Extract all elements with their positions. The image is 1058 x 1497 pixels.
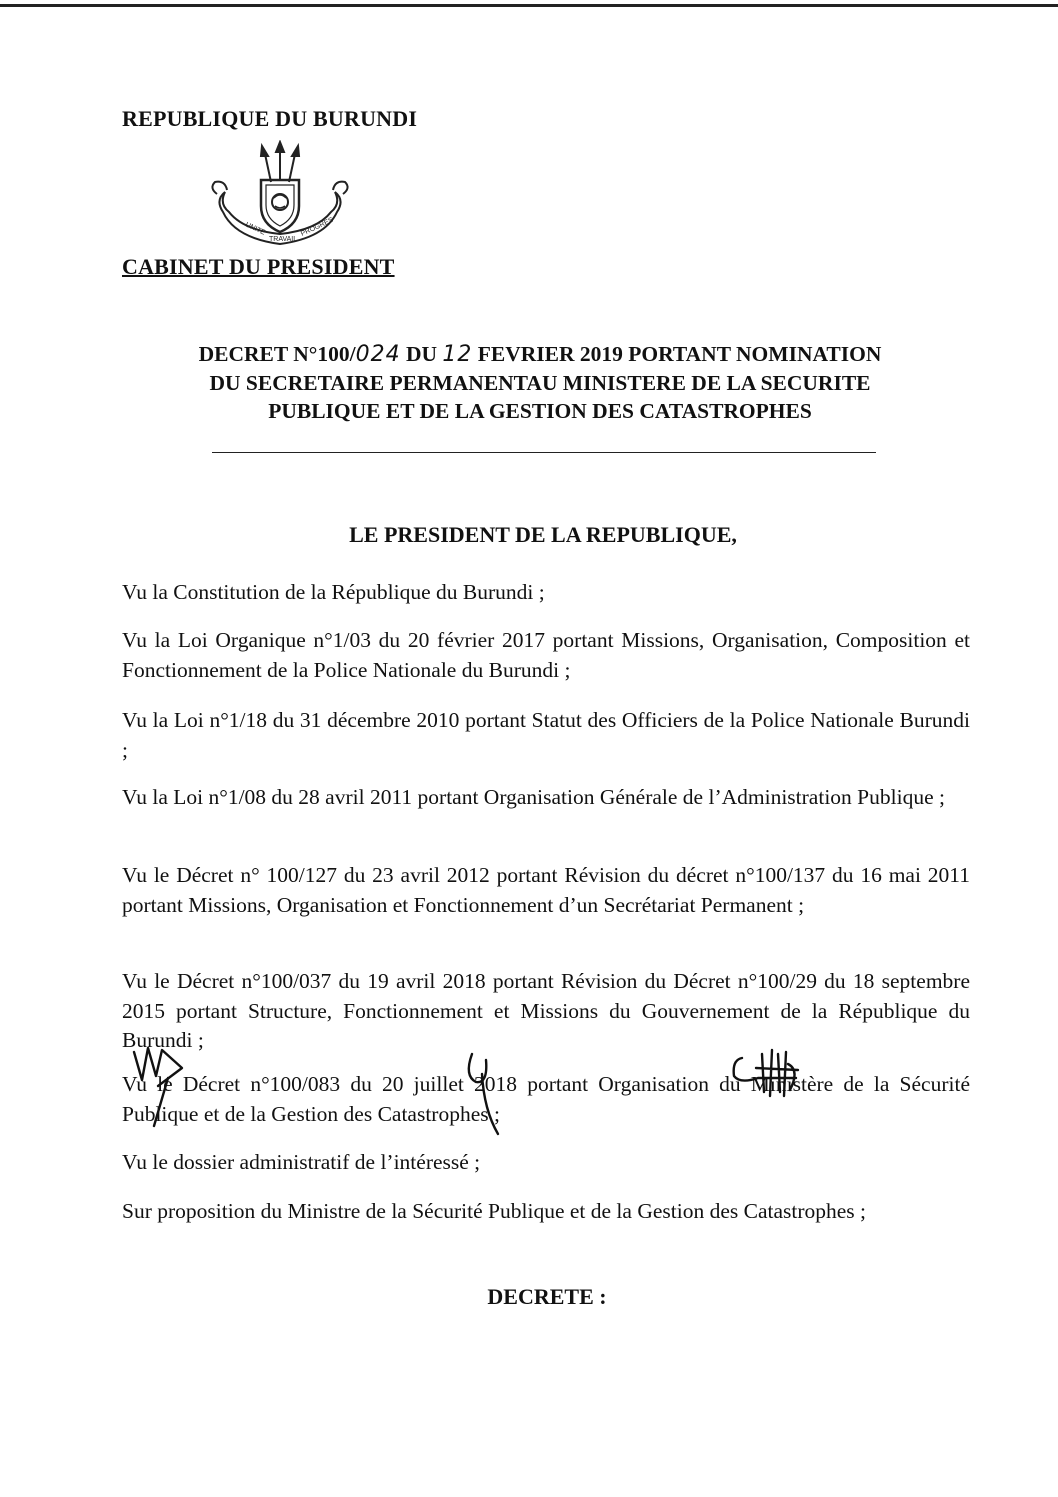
decree-du: DU xyxy=(405,342,438,366)
title-divider xyxy=(212,452,876,453)
decree-title xyxy=(110,340,970,425)
decree-title-line-3: PUBLIQUE ET DE LA GESTION DES CATASTROPHES xyxy=(268,399,812,423)
scan-top-edge xyxy=(0,4,1058,7)
visa-paragraph-3: Vu la Loi n°1/18 du 31 décembre 2010 portant Statut des Officiers de la Police Nationale Burundi ; xyxy=(122,708,970,762)
coat-of-arms-emblem xyxy=(205,140,355,252)
president-heading: LE PRESIDENT DE LA REPUBLIQUE, xyxy=(349,522,737,547)
motto-text-1: UNITE xyxy=(244,221,267,237)
decree-number-handwritten: 024 xyxy=(355,342,401,367)
decree-title-rest: FEVRIER 2019 PORTANT NOMINATION xyxy=(477,342,882,366)
visa-paragraph-8: Vu le dossier administratif de l’intéressé ; xyxy=(122,1150,481,1174)
visa-paragraph-2: Vu la Loi Organique n°1/03 du 20 février 2017 portant Missions, Organisation, Composition et Fonctionnement de la Police Nationale du Burundi ; xyxy=(122,628,970,682)
visa-paragraph-6: Vu le Décret n°100/037 du 19 avril 2018 portant Révision du Décret n°100/29 du 18 septembre 2015 portant Structure, Fonctionnement et Missions du Gouvernement de la République du Burundi ; xyxy=(122,969,970,1052)
visa-paragraph-4: Vu la Loi n°1/08 du 28 avril 2011 portant Organisation Générale de l’Administration Publique ; xyxy=(122,785,945,809)
decrete-heading: DECRETE : xyxy=(487,1284,607,1309)
motto-text-3: PROGRES xyxy=(299,216,335,238)
decree-number-prefix: DECRET N°100/ xyxy=(198,342,356,366)
country-heading: REPUBLIQUE DU BURUNDI xyxy=(122,106,418,131)
visa-paragraph-1: Vu la Constitution de la République du Burundi ; xyxy=(122,580,545,604)
initials-left xyxy=(128,1040,198,1130)
initials-center xyxy=(458,1040,508,1140)
visa-paragraph-5: Vu le Décret n° 100/127 du 23 avril 2012 portant Révision du décret n°100/137 du 16 mai 2011 portant Missions, Organisation et Fonctionnement d’un Secrétariat Permanent ; xyxy=(122,863,970,917)
visa-paragraph-7: Vu le Décret n°100/083 du 20 juillet 2018 portant Organisation du Ministère de la Sécurité Publique et de la Gestion des Catastrophes ; xyxy=(122,1072,970,1126)
office-heading: CABINET DU PRESIDENT xyxy=(122,254,395,279)
decree-day-handwritten: 12 xyxy=(442,342,473,367)
decree-title-line-2: DU SECRETAIRE PERMANENTAU MINISTERE DE LA SECURITE xyxy=(209,371,871,395)
motto-text-2: TRAVAIL xyxy=(269,236,298,243)
visa-paragraph-9: Sur proposition du Ministre de la Sécurité Publique et de la Gestion des Catastrophes ; xyxy=(122,1199,867,1223)
initials-right xyxy=(728,1040,808,1110)
decree-title-line-1 xyxy=(110,340,970,369)
